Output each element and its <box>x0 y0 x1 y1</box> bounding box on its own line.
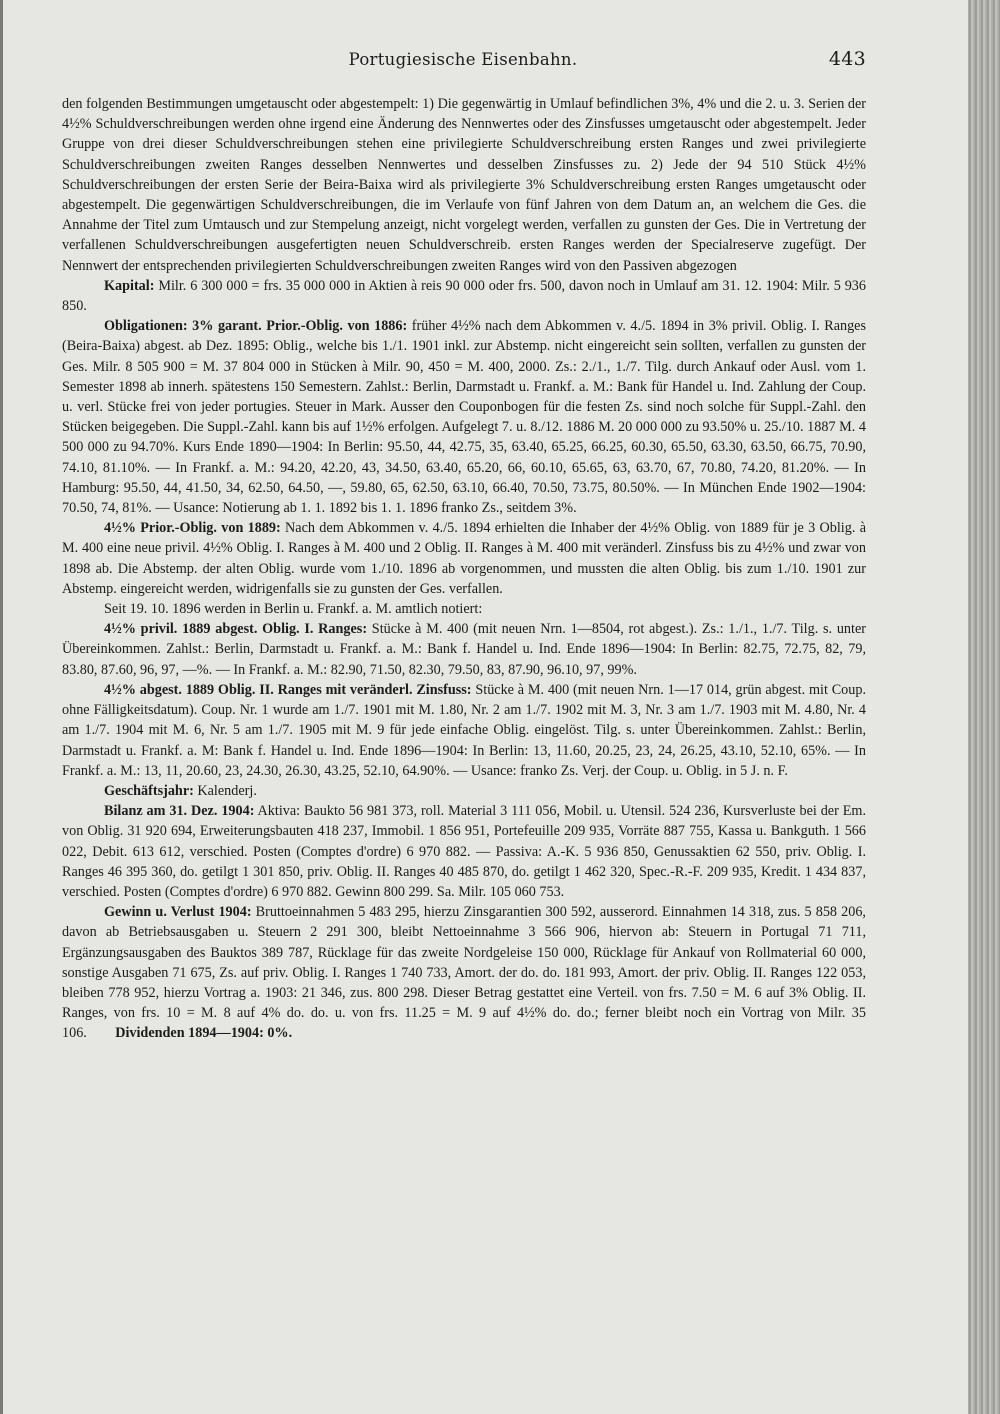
dividenden-label: Dividenden 1894—1904: 0%. <box>115 1025 293 1042</box>
paragraph-prior-1889 <box>62 518 866 599</box>
paragraph-text: Seit 19. 10. 1896 werden in Berlin u. Frankf. a. M. amtlich notiert: <box>104 601 483 618</box>
paragraph-text: früher 4½% nach dem Abkommen v. 4./5. 1894 in 3% privil. Oblig. I. Ranges (Beira-Baixa) abgest. ab Dez. 1895: Oblig., welche bis 1./1. 1901 inkl. zur Abstemp. nicht eingereicht sein sollten, verfallen zu gunsten der Ges. Milr. 8 505 900 = M. 37 804 000 in Stücken à Milr. 90, 450 = M. 400, 2000. Zs.: 2./1., 1./7. Tilg. durch Ankauf oder Ausl. vom 1. Semester 1898 ab innerh. spätestens 150 Semestern. Zahlst.: Berlin, Darmstadt u. Frankf. a. M.: Bank für Handel u. Ind. Zahlung der Coup. u. verl. Stücke frei von jeder portugies. Steuer in Mark. Ausser den Couponbogen für die festen Zs. sind noch solche für Suppl.-Zahl. den Stücken beigegeben. Die Suppl.-Zahl. kann bis auf 1½% erfolgen. Aufgelegt 7. u. 8./12. 1886 M. 20 000 000 zu 93.50% u. 25./10. 1887 M. 4 500 000 zu 94.70%. Kurs Ende 1890—1904: In Berlin: 95.50, 44, 42.75, 35, 63.40, 65.25, 66.25, 60.30, 65.50, 63.30, 63.50, 66.75, 70.90, 74.10, 81.10%. — In Frankf. a. M.: 94.20, 42.20, 43, 34.50, 63.40, 65.20, 66, 60.10, 65.65, 63, 63.70, 67, 70.80, 74.20, 81.20%. — In Hamburg: 95.50, 44, 41.50, 34, 62.50, 64.50, —, 59.80, 65, 62.50, 63.10, 66.40, 70.50, 73.75, 80.50%. — In München Ende 1902—1904: 70.50, 74, 81%. — Usance: Notierung ab 1. 1. 1892 bis 1. 1. 1896 franko Zs., seitdem 3%. <box>62 318 866 517</box>
paragraph-privil-1889 <box>62 619 866 680</box>
paragraph-bilanz <box>62 801 866 902</box>
paragraph-seit <box>62 599 866 619</box>
paragraph-text: Stücke à M. 400 (mit neuen Nrn. 1—17 014, grün abgest. mit Coup. ohne Fälligkeitsdatum). Coup. Nr. 1 wurde am 1./7. 1901 mit M. 1.80, Nr. 2 am 1./7. 1902 mit M. 3, Nr. 3 am 1./7. 1903 mit M. 4.80, Nr. 4 am 1./7. 1904 mit M. 6, Nr. 5 am 1./7. 1905 mit M. 9 für jede einfache Oblig. eingelöst. Tilg. s. unter Übereinkommen. Zahlst.: Berlin, Darmstadt u. Frankf. a. M: Bank f. Handel u. Ind. Ende 1896—1904: In Berlin: 13, 11.60, 20.25, 23, 24, 26.25, 43.10, 52.10, 65%. — In Frankf. a. M.: 13, 11, 20.60, 23, 24.30, 26.30, 43.25, 52.10, 64.90%. — Usance: franko Zs. Verj. der Coup. u. Oblig. in 5 J. n. F. <box>62 681 866 779</box>
book-spine-edge <box>968 0 1000 1414</box>
paragraph-label: Gewinn u. Verlust 1904: <box>104 904 252 921</box>
paragraph-text: Kalenderj. <box>193 782 257 799</box>
page-body <box>62 94 866 1044</box>
paragraph-text: Aktiva: Baukto 56 981 373, roll. Material 3 111 056, Mobil. u. Utensil. 524 236, Kursverluste bei der Em. von Oblig. 31 920 694, Erweiterungsbauten 418 237, Immobil. 1 856 951, Portefeuille 209 935, Vorräte 887 755, Kassa u. Bankguth. 1 566 022, Debit. 613 612, verschied. Posten (Comptes d'ordre) 6 970 882. — Passiva: A.-K. 5 936 850, Genussaktien 62 550, priv. Oblig. I. Ranges 46 395 360, do. getilgt 1 301 850, priv. Oblig. II. Ranges 40 485 870, do. getilgt 1 462 320, Spec.-R.-F. 209 935, Kredit. 1 434 837, verschied. Posten (Comptes d'ordre) 6 970 882. Gewinn 800 299. Sa. Milr. 105 060 753. <box>62 803 866 900</box>
paragraph-oblig-1886 <box>62 316 866 518</box>
paragraph-label: 4½% privil. 1889 abgest. Oblig. I. Ranges: <box>104 621 368 638</box>
running-title: Portugiesische Eisenbahn. <box>348 50 578 69</box>
paragraph-abgest-1889 <box>62 680 866 781</box>
paragraph-text: den folgenden Bestimmungen umgetauscht oder abgestempelt: 1) Die gegenwärtig in Umlauf befindlichen 3%, 4% und die 2. u. 3. Serien der 4½% Schuldverschreibungen werden ohne irgend eine Änderung des Nennwertes oder des Zinsfusses umgetauscht oder abgestempelt. Jeder Gruppe von drei dieser Schuldverschreibungen stehen eine privilegierte Schuldverschreibung ersten Ranges und zwei privilegierte Schuldverschreibungen zweiten Ranges desselben Nennwertes und desselben Zinsfusses zu. 2) Jede der 94 510 Stück 4½% Schuldverschreibungen der ersten Serie der Beira-Baixa wird als privilegierte 3% Schuldverschreibung ersten Ranges umgetauscht oder abgestempelt. Die gegenwärtigen Schuldverschreibungen, die im Verlaufe von fünf Jahren von dem Datum an, an welchem die Ges. die Annahme der Titel zum Umtausch und zur Stempelung anzeigt, nicht vorgelegt werden, verfallen zu gunsten der Ges. Die in Vertretung der verfallenen Schuldverschreibungen ausgefertigten neuen Schuldverschreib. ersten Ranges werden der Specialreserve zugefügt. Der Nennwert der entsprechenden privilegierten Schuldverschreibungen zweiten Ranges wird von den Passiven abgezogen <box>62 96 866 274</box>
paragraph-label: Bilanz am 31. Dez. 1904: <box>104 803 255 820</box>
paragraph-text: Nach dem Abkommen v. 4./5. 1894 erhielten die Inhaber der 4½% Oblig. von 1889 für je 3 Oblig. à M. 400 eine neue privil. 4½% Oblig. I. Ranges à M. 400 und 2 Oblig. II. Ranges à M. 400 mit veränderl. Zinsfuss bis zu 4½% und zwar von 1898 ab. Die Abstemp. der alten Oblig. wurde vom 1./10. 1896 ab vorgenommen, und mussten die alten Oblig. bis zum 1./10. 1901 zur Abstemp. eingereicht werden, widrigenfalls sie zu gunsten der Ges. verfallen. <box>62 520 866 597</box>
paragraph-label: Obligationen: 3% garant. Prior.-Oblig. von 1886: <box>104 318 408 335</box>
paragraph-geschaeftsjahr <box>62 781 866 801</box>
paragraph-text: Milr. 6 300 000 = frs. 35 000 000 in Aktien à reis 90 000 oder frs. 500, davon noch in Umlauf am 31. 12. 1904: Milr. 5 936 850. <box>62 277 866 315</box>
page-number: 443 <box>828 48 866 70</box>
paragraph-label: Kapital: <box>104 277 155 294</box>
paragraph-kapital <box>62 276 866 316</box>
paragraph-intro <box>62 94 866 276</box>
paragraph-label: 4½% Prior.-Oblig. von 1889: <box>104 520 281 537</box>
paragraph-gewinn <box>62 902 866 1043</box>
paragraph-label: Geschäftsjahr: <box>104 782 194 799</box>
paragraph-label: 4½% abgest. 1889 Oblig. II. Ranges mit veränderl. Zinsfuss: <box>104 681 472 698</box>
scan-edge-left <box>0 0 3 1414</box>
paragraph-text: Stücke à M. 400 (mit neuen Nrn. 1—8504, rot abgest.). Zs.: 1./1., 1./7. Tilg. s. unter Übereinkommen. Zahlst.: Berlin, Darmstadt u. Frankf. a. M.: Bank f. Handel u. Ind. Ende 1896—1904: In Berlin: 82.75, 72.75, 82, 79, 83.80, 87.60, 96, 97, —%. — In Frankf. a. M.: 82.90, 71.50, 82.30, 79.50, 83, 87.90, 96.10, 97, 99%. <box>62 621 866 678</box>
page-header <box>60 50 866 80</box>
paragraph-text: Bruttoeinnahmen 5 483 295, hierzu Zinsgarantien 300 592, ausserord. Einnahmen 14 318, zus. 5 858 206, davon ab Betriebsausgaben u. Steuern 2 291 300, bleibt Nettoeinnahme 3 566 906, hiervon ab: Steuern in Portugal 71 711, Ergänzungsausgaben des Bauktos 389 787, Rücklage für das zweite Nordgeleise 150 000, Rücklage für Ankauf von Rollmaterial 60 000, sonstige Ausgaben 71 675, Zs. auf priv. Oblig. I. Ranges 1 740 733, Amort. der do. do. 181 993, Amort. der priv. Oblig. II. Ranges 122 053, bleiben 778 952, hierzu Vortrag a. 1903: 21 346, zus. 800 298. Dieser Betrag gestattet eine Verteil. von frs. 7.50 = M. 6 auf 3% Oblig. II. Ranges, von frs. 10 = M. 8 auf 4% do. do. u. von frs. 11.25 = M. 9 auf 4½% do. do.; ferner bleibt noch ein Vortrag von Milr. 35 106. <box>62 904 866 1042</box>
